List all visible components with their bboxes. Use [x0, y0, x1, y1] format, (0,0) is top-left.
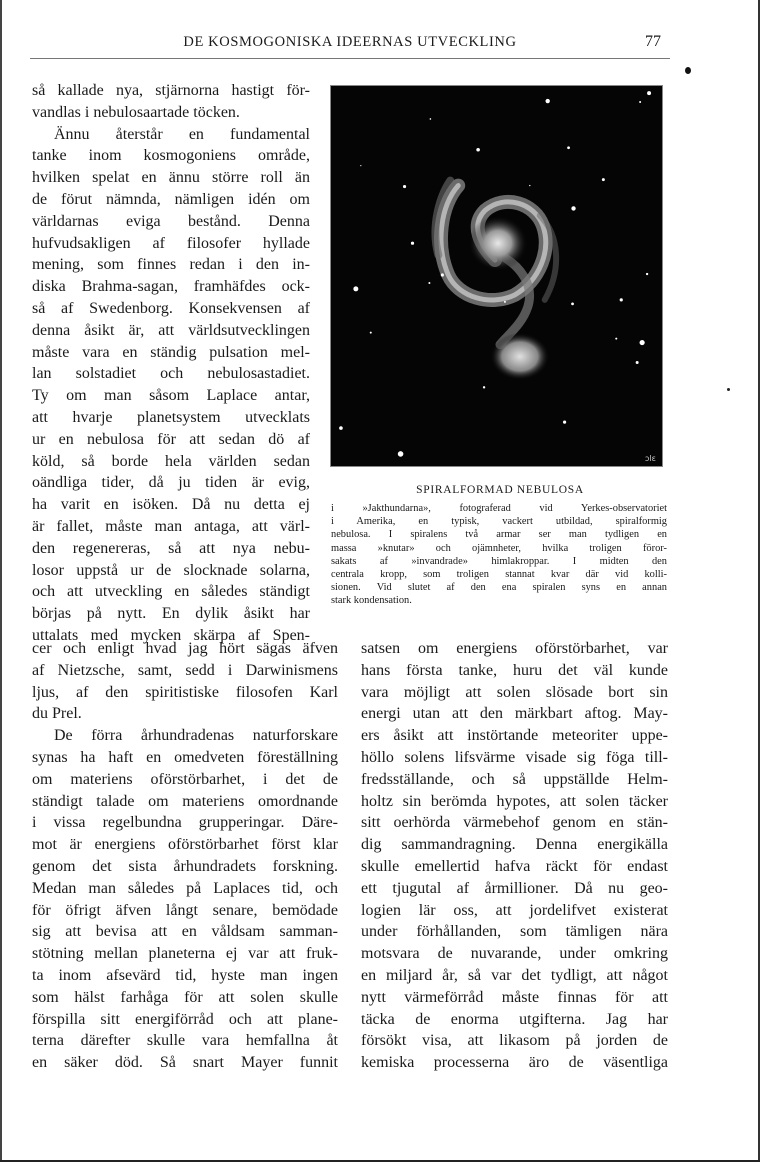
- text-line: cer och enligt hvad jag hört sägas äfven: [32, 640, 338, 657]
- ink-spot: [685, 67, 691, 74]
- running-head: DE KOSMOGONISKA IDEERNAS UTVECKLING: [183, 34, 517, 50]
- text-line: holtz sin berömda hypotes, att solen täcker: [361, 792, 668, 810]
- text-line: Ännu återstår en fundamental: [54, 125, 310, 143]
- text-line: ständigt talade om materiens omordnande: [32, 792, 338, 810]
- text-line: måste vara en ständig pulsation mel-: [32, 343, 310, 361]
- text-line: fredsställande, och så uppställde Helm-: [361, 770, 668, 788]
- text-line: sig att bevisa att en våldsam samman-: [32, 923, 338, 941]
- text-line: höllo solens lifsvärme visade sig föga till-: [361, 748, 668, 766]
- text-line: så kallade nya, stjärnorna hastigt för-: [32, 82, 310, 99]
- header-rule: [30, 58, 670, 59]
- text-line: den regenereras, så att nya nebu-: [32, 539, 310, 557]
- text-line: i vissa regelbundna grupperingar. Däre-: [32, 814, 338, 832]
- text-line: köld, så borde hela världen sedan: [32, 452, 310, 470]
- text-line: börjas på nytt. En dylik åsikt har: [32, 605, 310, 623]
- illustrator-signature: ɔlɛ: [645, 454, 656, 463]
- text-line: synas ha haft en omedveten föreställning: [32, 748, 338, 766]
- text-line: förspilla sitt energiförråd och att plane-: [32, 1010, 338, 1028]
- text-line: diska Brahma-sagan, framhäfdes ock-: [32, 278, 310, 296]
- text-line: uttalats med mycken skärpa af Spen-: [32, 626, 310, 644]
- text-line: vara möjligt att solen slösade bort sin: [361, 683, 668, 701]
- text-line: losor uppstå ur de slocknade solarna,: [32, 561, 310, 579]
- text-line: för öfrigt äfven långt senare, bemödade: [32, 901, 338, 919]
- text-line: att hvarje planetsystem utvecklats: [32, 408, 310, 426]
- text-line: ur en nebulosa för att sedan dö af: [32, 430, 310, 448]
- text-line: dig sammandragning. Denna energikälla: [361, 836, 668, 854]
- page-edge-left: [0, 0, 2, 1162]
- text-line: försökt visa, att likasom på jorden de: [361, 1032, 668, 1050]
- text-line: sitt oerhörda värmebehof genom en stän-: [361, 814, 668, 832]
- text-line: kemiska processerna äro de väsentliga: [361, 1054, 668, 1072]
- text-line: mot är energiens oförstörbarhet först klar: [32, 836, 338, 854]
- caption-line: massa »knutar» och ojämnheter, hvilka troligen föror-: [331, 542, 667, 554]
- text-line: ett tjugutal af årmillioner. Då nu geo-: [361, 879, 668, 897]
- text-line: stötning mellan planeterna ej var att fruk-: [32, 945, 338, 963]
- page-number: 77: [645, 33, 661, 50]
- text-line: en säker död. Så snart Mayer funnit: [32, 1054, 338, 1072]
- text-line: en miljard år, så var det tydligt, att något: [361, 966, 668, 984]
- text-line: som hälst farhåga för att solen skulle: [32, 988, 338, 1006]
- text-line: lan solstadiet och nebulosastadiet.: [32, 365, 310, 383]
- text-line: mening, som finnes redan i den in-: [32, 256, 310, 274]
- figure-caption: [331, 502, 667, 608]
- text-line: Ty om man såsom Laplace antar,: [32, 387, 310, 405]
- text-line: de förut nämnda, nämligen idén om: [32, 190, 310, 208]
- text-line: terna därefter skulle vara hemfallna åt: [32, 1032, 338, 1050]
- text-line: hvilken spelat en ännu större roll än: [32, 169, 310, 187]
- text-line: nytt värmeförråd måste finnas för att: [361, 988, 668, 1006]
- text-line: är fallet, måste man antaga, att värl-: [32, 517, 310, 535]
- text-line: under förhållanden, som tämligen nära: [361, 923, 668, 941]
- text-line: genom det sista århundradets forskning.: [32, 857, 338, 875]
- text-line: motsvara de nuvarande, under omkring: [361, 945, 668, 963]
- text-line: af Nietzsche, samt, sedd i Darwinismens: [32, 661, 338, 679]
- left-column-upper: [32, 80, 310, 647]
- text-line: världarnas eviga bestånd. Denna: [32, 212, 310, 230]
- text-line: skulle emellertid hafva räckt för endast: [361, 857, 668, 875]
- text-line: hufvudsakligen af filosofer hyllade: [32, 234, 310, 252]
- text-line: oändliga tider, då ju tiden är evig,: [32, 474, 310, 492]
- text-line: hans första tanke, huru det väl kunde: [361, 661, 668, 679]
- text-line: du Prel.: [32, 705, 82, 723]
- text-line: energi utan att den märkbart aftog. May-: [361, 705, 668, 723]
- text-line: denna åsikt är, att världsutvecklingen: [32, 321, 310, 339]
- text-line: satsen om energiens oförstörbarhet, var: [361, 640, 668, 657]
- text-line: ljus, af den spiritistiske filosofen Karl: [32, 683, 338, 701]
- text-line: ers åsikt att instörtande meteoriter uppe-: [361, 727, 668, 745]
- text-line: Medan man således på Laplaces tid, och: [32, 879, 338, 897]
- right-column: [361, 638, 668, 1074]
- caption-line: nebulosa. I spiralens två armar ser man tydligen en: [331, 529, 667, 541]
- caption-line: stark kondensation.: [331, 595, 412, 607]
- text-line: tanke inom kosmogoniens område,: [32, 147, 310, 165]
- text-line: logien lär oss, att jordelifvet existerat: [361, 901, 668, 919]
- text-line: så af Swedenborg. Konsekvensen af: [32, 299, 310, 317]
- text-line: ha varit en isöken. Då nu detta ej: [32, 496, 310, 514]
- spiral-nebula-photo: [330, 85, 663, 467]
- caption-line: sionen. Vid slutet af den ena spiralen syns en annan: [331, 582, 667, 594]
- caption-line: i Amerika, en typisk, vackert utbildad, spiralformig: [331, 516, 667, 528]
- caption-line: sakats af »invandrade» himlakroppar. I midten den: [331, 555, 667, 567]
- caption-line: i »Jakthundarna», fotograferad vid Yerkes-observatoriet: [331, 503, 667, 514]
- text-line: om materiens oförstörbarhet, i det de: [32, 770, 338, 788]
- ink-speck: [727, 388, 730, 391]
- nebula-image-icon: [331, 86, 662, 466]
- caption-line: centrala kropp, som troligen stannat kvar där vid kolli-: [331, 568, 667, 580]
- text-line: och att utveckling en således ständigt: [32, 583, 310, 601]
- left-column-lower: [32, 638, 338, 1074]
- text-line: täcka de enorma utgifterna. Jag har: [361, 1010, 668, 1028]
- figure-caption-title: SPIRALFORMAD NEBULOSA: [416, 484, 584, 496]
- text-line: ta inom afsevärd tid, hyste man ingen: [32, 966, 338, 984]
- text-line: De förra århundradenas naturforskare: [54, 727, 338, 745]
- text-line: vandlas i nebulosaartade töcken.: [32, 103, 240, 121]
